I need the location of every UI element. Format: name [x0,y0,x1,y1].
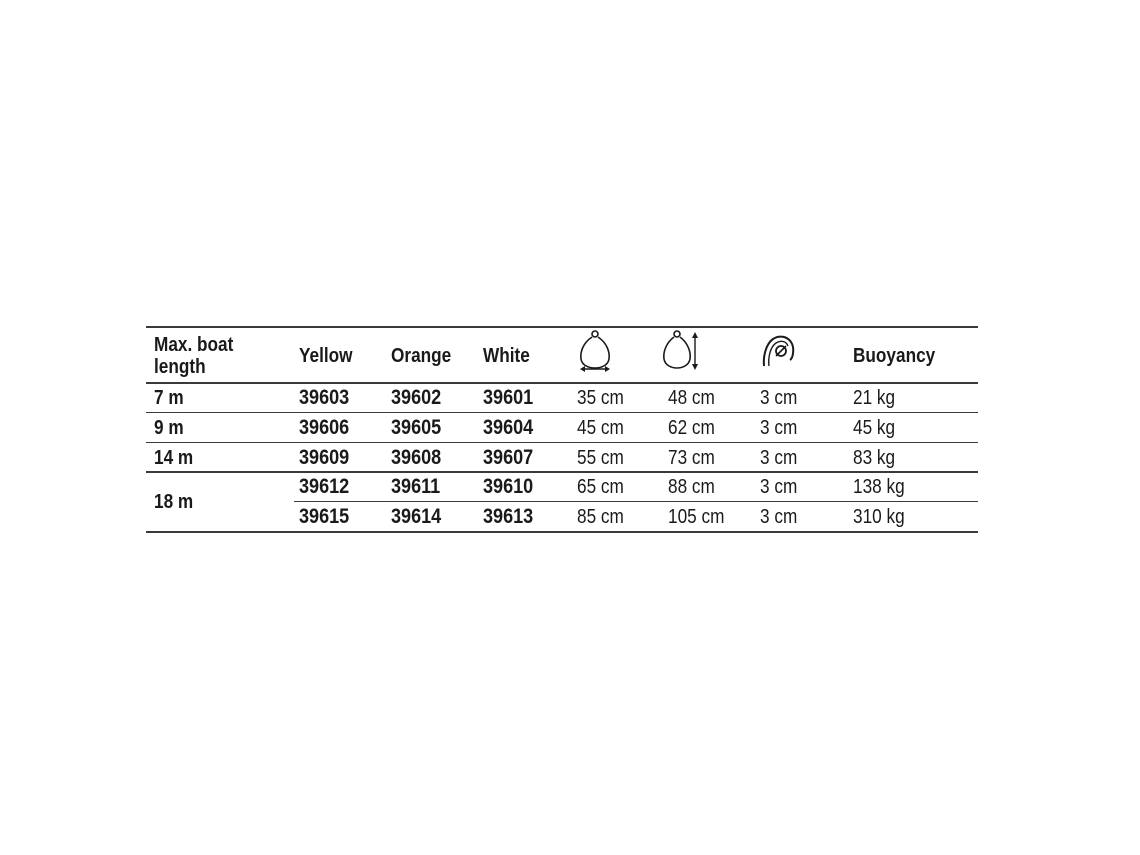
row-divider [146,471,978,473]
header-buoyancy: Buoyancy [853,345,936,367]
cell-buoyancy: 21 kg [853,387,896,409]
cell-diameter: 85 cm [577,506,624,528]
cell-rope-hole: 3 cm [760,447,798,469]
cell-orange-code: 39608 [391,446,442,469]
cell-yellow-code: 39606 [299,416,350,439]
row-divider [146,412,978,413]
cell-boat-length: 14 m [154,447,194,469]
cell-orange-code: 39614 [391,505,442,528]
cell-boat-length: 18 m [154,491,194,513]
buoy-spec-table [146,326,978,535]
rope-hole-icon [760,334,798,370]
cell-yellow-code: 39612 [299,475,350,498]
buoy-height-icon [662,330,702,376]
cell-rope-hole: 3 cm [760,387,798,409]
cell-diameter: 55 cm [577,447,624,469]
cell-height: 62 cm [668,417,715,439]
row-divider [146,442,978,443]
table-top-rule [146,326,978,328]
cell-height: 48 cm [668,387,715,409]
header-yellow: Yellow [299,345,353,367]
header-boat-length-line1: Max. boat [154,334,234,356]
cell-yellow-code: 39609 [299,446,350,469]
cell-height: 105 cm [668,506,725,528]
cell-white-code: 39607 [483,446,534,469]
cell-yellow-code: 39603 [299,386,350,409]
cell-height: 73 cm [668,447,715,469]
cell-orange-code: 39605 [391,416,442,439]
row-divider [294,501,978,502]
cell-white-code: 39604 [483,416,534,439]
cell-orange-code: 39602 [391,386,442,409]
cell-yellow-code: 39615 [299,505,350,528]
header-boat-length-line2: length [154,356,206,378]
cell-white-code: 39610 [483,475,534,498]
cell-buoyancy: 45 kg [853,417,896,439]
cell-buoyancy: 83 kg [853,447,896,469]
header-bottom-rule [146,382,978,384]
cell-buoyancy: 310 kg [853,506,905,528]
cell-boat-length: 7 m [154,387,184,409]
header-white: White [483,345,530,367]
cell-diameter: 45 cm [577,417,624,439]
buoy-diameter-icon [578,330,614,376]
cell-boat-length: 9 m [154,417,184,439]
header-orange: Orange [391,345,452,367]
cell-rope-hole: 3 cm [760,476,798,498]
cell-buoyancy: 138 kg [853,476,905,498]
cell-rope-hole: 3 cm [760,417,798,439]
cell-white-code: 39601 [483,386,534,409]
cell-white-code: 39613 [483,505,534,528]
cell-diameter: 35 cm [577,387,624,409]
cell-diameter: 65 cm [577,476,624,498]
cell-height: 88 cm [668,476,715,498]
cell-rope-hole: 3 cm [760,506,798,528]
table-bottom-rule [146,531,978,533]
cell-orange-code: 39611 [391,475,441,498]
